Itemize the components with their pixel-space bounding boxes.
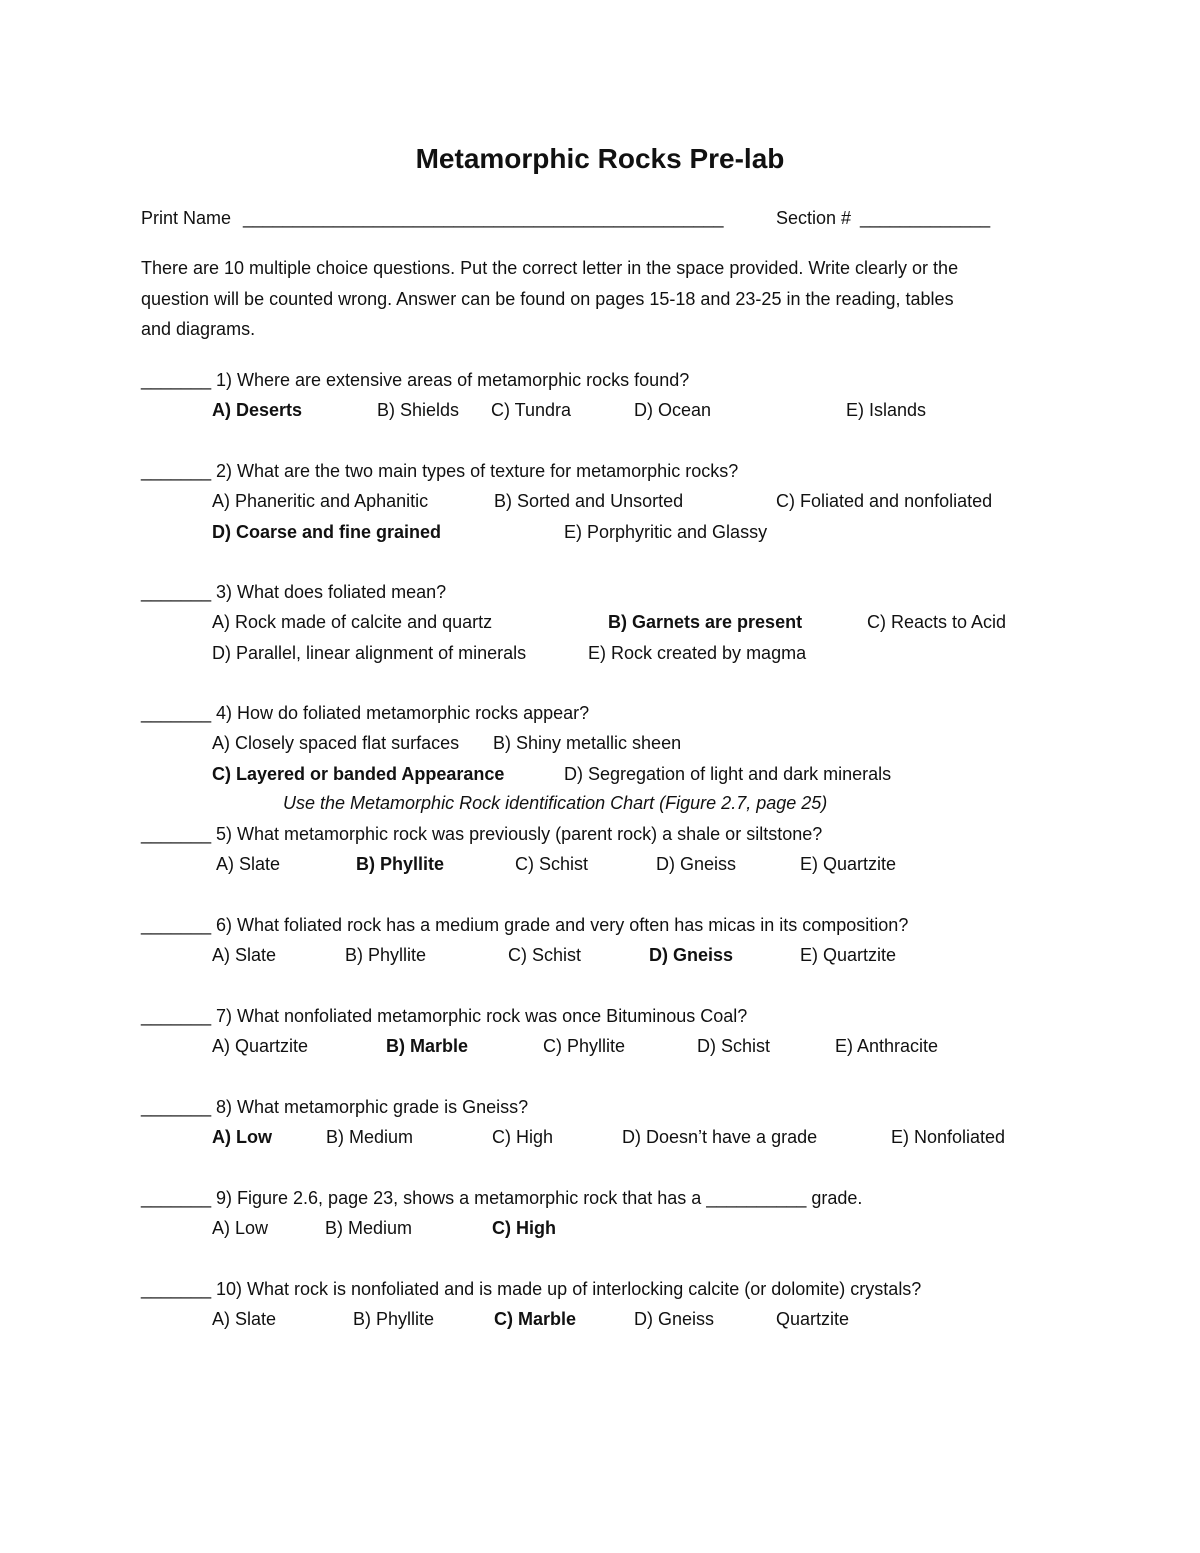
answer-blank-4[interactable]: _______ xyxy=(141,703,212,723)
q5-option-d: D) Gneiss xyxy=(656,854,737,874)
print-name-label: Print Name xyxy=(141,208,232,228)
q7-option-b: B) Marble xyxy=(386,1036,469,1056)
section-label: Section # xyxy=(776,208,852,228)
q1-option-c: C) Tundra xyxy=(491,400,572,420)
answer-blank-7[interactable]: _______ xyxy=(141,1006,212,1026)
q7-option-a: A) Quartzite xyxy=(212,1036,309,1056)
q5-option-b: B) Phyllite xyxy=(356,854,445,874)
question-2-text: 2) What are the two main types of texture for metamorphic rocks? xyxy=(216,461,739,481)
q7-option-c: C) Phyllite xyxy=(543,1036,626,1056)
q6-option-b: B) Phyllite xyxy=(345,945,427,965)
q4-option-a: A) Closely spaced flat surfaces xyxy=(212,733,460,753)
q3-option-b: B) Garnets are present xyxy=(608,612,803,632)
q3-option-e: E) Rock created by magma xyxy=(588,643,807,663)
answer-blank-3[interactable]: _______ xyxy=(141,582,212,602)
answer-blank-6[interactable]: _______ xyxy=(141,915,212,935)
q9-option-b: B) Medium xyxy=(325,1218,413,1238)
question-6-text: 6) What foliated rock has a medium grade and very often has micas in its composition? xyxy=(216,915,909,935)
question-9-text: 9) Figure 2.6, page 23, shows a metamorphic rock that has a __________ grade. xyxy=(216,1188,863,1208)
question-3-text: 3) What does foliated mean? xyxy=(216,582,447,602)
answer-blank-1[interactable]: _______ xyxy=(141,370,212,390)
q6-option-d: D) Gneiss xyxy=(649,945,734,965)
q1-option-a: A) Deserts xyxy=(212,400,303,420)
instructions-line-3: and diagrams. xyxy=(141,319,256,339)
answer-blank-10[interactable]: _______ xyxy=(141,1279,212,1299)
q5-option-a: A) Slate xyxy=(216,854,281,874)
q5-option-e: E) Quartzite xyxy=(800,854,897,874)
q7-option-e: E) Anthracite xyxy=(835,1036,939,1056)
print-name-blank[interactable]: ________________________________________________ xyxy=(243,208,724,228)
q2-option-e: E) Porphyritic and Glassy xyxy=(564,522,768,542)
answer-blank-5[interactable]: _______ xyxy=(141,824,212,844)
q4-option-c: C) Layered or banded Appearance xyxy=(212,764,505,784)
q10-option-c: C) Marble xyxy=(494,1309,577,1329)
q8-option-d: D) Doesn’t have a grade xyxy=(622,1127,818,1147)
q8-option-b: B) Medium xyxy=(326,1127,414,1147)
chart-reference-note: Use the Metamorphic Rock identification Chart (Figure 2.7, page 25) xyxy=(283,793,828,813)
q6-option-c: C) Schist xyxy=(508,945,582,965)
q8-option-c: C) High xyxy=(492,1127,554,1147)
q3-option-c: C) Reacts to Acid xyxy=(867,612,1007,632)
q5-option-c: C) Schist xyxy=(515,854,589,874)
answer-blank-8[interactable]: _______ xyxy=(141,1097,212,1117)
q6-option-e: E) Quartzite xyxy=(800,945,897,965)
q10-option-d: D) Gneiss xyxy=(634,1309,715,1329)
q9-option-c: C) High xyxy=(492,1218,556,1238)
q9-option-a: A) Low xyxy=(212,1218,269,1238)
q2-option-a: A) Phaneritic and Aphanitic xyxy=(212,491,429,511)
q3-option-d: D) Parallel, linear alignment of minerals xyxy=(212,643,527,663)
q2-option-b: B) Sorted and Unsorted xyxy=(494,491,684,511)
question-7-text: 7) What nonfoliated metamorphic rock was once Bituminous Coal? xyxy=(216,1006,748,1026)
q8-option-a: A) Low xyxy=(212,1127,272,1147)
q4-option-b: B) Shiny metallic sheen xyxy=(493,733,682,753)
question-5-text: 5) What metamorphic rock was previously (parent rock) a shale or siltstone? xyxy=(216,824,823,844)
answer-blank-9[interactable]: _______ xyxy=(141,1188,212,1208)
instructions-line-1: There are 10 multiple choice questions. Put the correct letter in the space provided. Write clearly or the xyxy=(141,258,959,278)
q3-option-a: A) Rock made of calcite and quartz xyxy=(212,612,493,632)
question-4-text: 4) How do foliated metamorphic rocks appear? xyxy=(216,703,590,723)
q2-option-c: C) Foliated and nonfoliated xyxy=(776,491,993,511)
q1-option-b: B) Shields xyxy=(377,400,460,420)
page-title: Metamorphic Rocks Pre-lab xyxy=(415,143,785,174)
q2-option-d: D) Coarse and fine grained xyxy=(212,522,442,542)
answer-blank-2[interactable]: _______ xyxy=(141,461,212,481)
q10-option-b: B) Phyllite xyxy=(353,1309,435,1329)
section-blank[interactable]: _____________ xyxy=(860,208,991,228)
q1-option-d: D) Ocean xyxy=(634,400,712,420)
q4-option-d: D) Segregation of light and dark minerals xyxy=(564,764,892,784)
question-8-text: 8) What metamorphic grade is Gneiss? xyxy=(216,1097,529,1117)
q7-option-d: D) Schist xyxy=(697,1036,771,1056)
instructions-line-2: question will be counted wrong. Answer can be found on pages 15-18 and 23-25 in the reading, tables xyxy=(141,289,954,309)
q1-option-e: E) Islands xyxy=(846,400,927,420)
q10-option-e: Quartzite xyxy=(776,1309,850,1329)
question-1-text: 1) Where are extensive areas of metamorphic rocks found? xyxy=(216,370,690,390)
question-10-text: 10) What rock is nonfoliated and is made up of interlocking calcite (or dolomite) crystals? xyxy=(216,1279,922,1299)
q10-option-a: A) Slate xyxy=(212,1309,277,1329)
q6-option-a: A) Slate xyxy=(212,945,277,965)
q8-option-e: E) Nonfoliated xyxy=(891,1127,1006,1147)
